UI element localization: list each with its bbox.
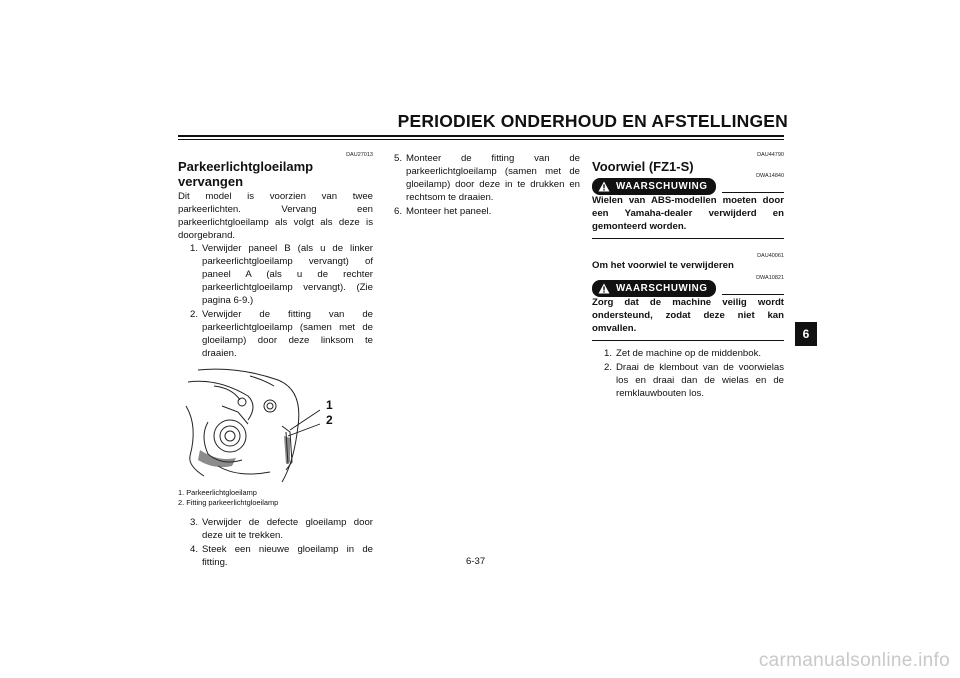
list-text: Steek een nieuwe gloeilamp in de fitting.: [202, 544, 373, 568]
list-item: [592, 347, 784, 360]
section-code: DAU44790: [757, 152, 784, 158]
section-heading: Parkeerlichtgloeilamp vervangen: [178, 159, 314, 189]
intro-paragraph: Dit model is voorzien van twee parkeerlichten. Vervang een parkeerlichtgloeilamp als volgt als deze is doorgebrand.: [178, 191, 373, 241]
list-text: Monteer de fitting van de parkeerlichtgloeilamp (samen met de gloeilamp) door deze in te drukken en rechtsom te draaien.: [406, 153, 580, 203]
list-number: 5.: [393, 153, 402, 164]
warning-code: DWA10821: [756, 275, 784, 281]
warning-badge: [592, 280, 716, 297]
list-item: [178, 543, 373, 569]
warning-text: Zorg dat de machine veilig wordt ondersteund, zodat deze niet kan omvallen.: [592, 297, 784, 334]
header-rule: [178, 135, 784, 137]
middle-column: [382, 152, 580, 219]
warning-triangle-icon: [598, 283, 610, 294]
list-text: Monteer het paneel.: [406, 206, 492, 217]
figure-caption: 1. Parkeerlichtgloeilamp: [178, 488, 257, 497]
list-text: Verwijder paneel B (als u de linker parkeerlichtgloeilamp vervangt) of paneel A (als u de rechter parkeerlichtgloeilamp vervangt). (Zie pagina 6-9.): [202, 243, 373, 306]
watermark: carmanualsonline.info: [758, 650, 950, 671]
list-item: [178, 308, 373, 360]
warning-end-rule: [592, 238, 784, 239]
list-number: 6.: [393, 206, 402, 217]
list-item: [382, 205, 580, 218]
list-number: 1.: [603, 348, 612, 359]
list-number: 4.: [189, 544, 198, 555]
parking-light-illustration: [178, 366, 364, 484]
subsection-heading: Om het voorwiel te verwijderen: [592, 260, 734, 271]
warning-badge: [592, 178, 716, 195]
list-text: Draai de klembout van de voorwielas los en draai dan de wielas en de remklauwbouten los.: [616, 362, 784, 399]
figure-caption: 2. Fitting parkeerlichtgloeilamp: [178, 498, 279, 507]
warning-triangle-icon: [598, 181, 610, 192]
warning-header: [592, 178, 784, 195]
list-item: [382, 152, 580, 204]
page-number: 6-37: [466, 556, 486, 567]
left-column: [178, 152, 373, 570]
header-rule-thin: [178, 139, 784, 140]
list-text: Zet de machine op de middenbok.: [616, 348, 762, 359]
list-item: [178, 516, 373, 542]
warning-code: DWA14840: [756, 173, 784, 179]
callout-1: 1: [326, 398, 333, 412]
list-item: [592, 361, 784, 400]
list-text: Verwijder de defecte gloeilamp door deze uit te trekken.: [202, 517, 373, 541]
warning-label: WAARSCHUWING: [616, 283, 708, 294]
list-number: 1.: [189, 243, 198, 254]
section-heading: Voorwiel (FZ1-S): [592, 159, 694, 174]
warning-label: WAARSCHUWING: [616, 181, 708, 192]
list-number: 2.: [603, 362, 612, 373]
callout-2: 2: [326, 413, 333, 427]
page-title: PERIODIEK ONDERHOUD EN AFSTELLINGEN: [397, 111, 788, 131]
warning-header: [592, 280, 784, 297]
warning-text: Wielen van ABS-modellen moeten door een Yamaha-dealer verwijderd en gemonteerd worden.: [592, 195, 784, 232]
chapter-tab: 6: [795, 322, 817, 346]
section-code: DAU40061: [757, 253, 784, 259]
warning-rule: [722, 192, 784, 193]
warning-end-rule: [592, 340, 784, 341]
section-code: DAU27013: [346, 152, 373, 158]
warning-rule: [722, 294, 784, 295]
list-number: 2.: [189, 309, 198, 320]
parking-light-figure: [178, 366, 364, 484]
list-item: [178, 242, 373, 307]
list-number: 3.: [189, 517, 198, 528]
list-text: Verwijder de fitting van de parkeerlichtgloeilamp (samen met de gloeilamp) door deze linksom te draaien.: [202, 309, 373, 359]
right-column: [592, 152, 784, 401]
